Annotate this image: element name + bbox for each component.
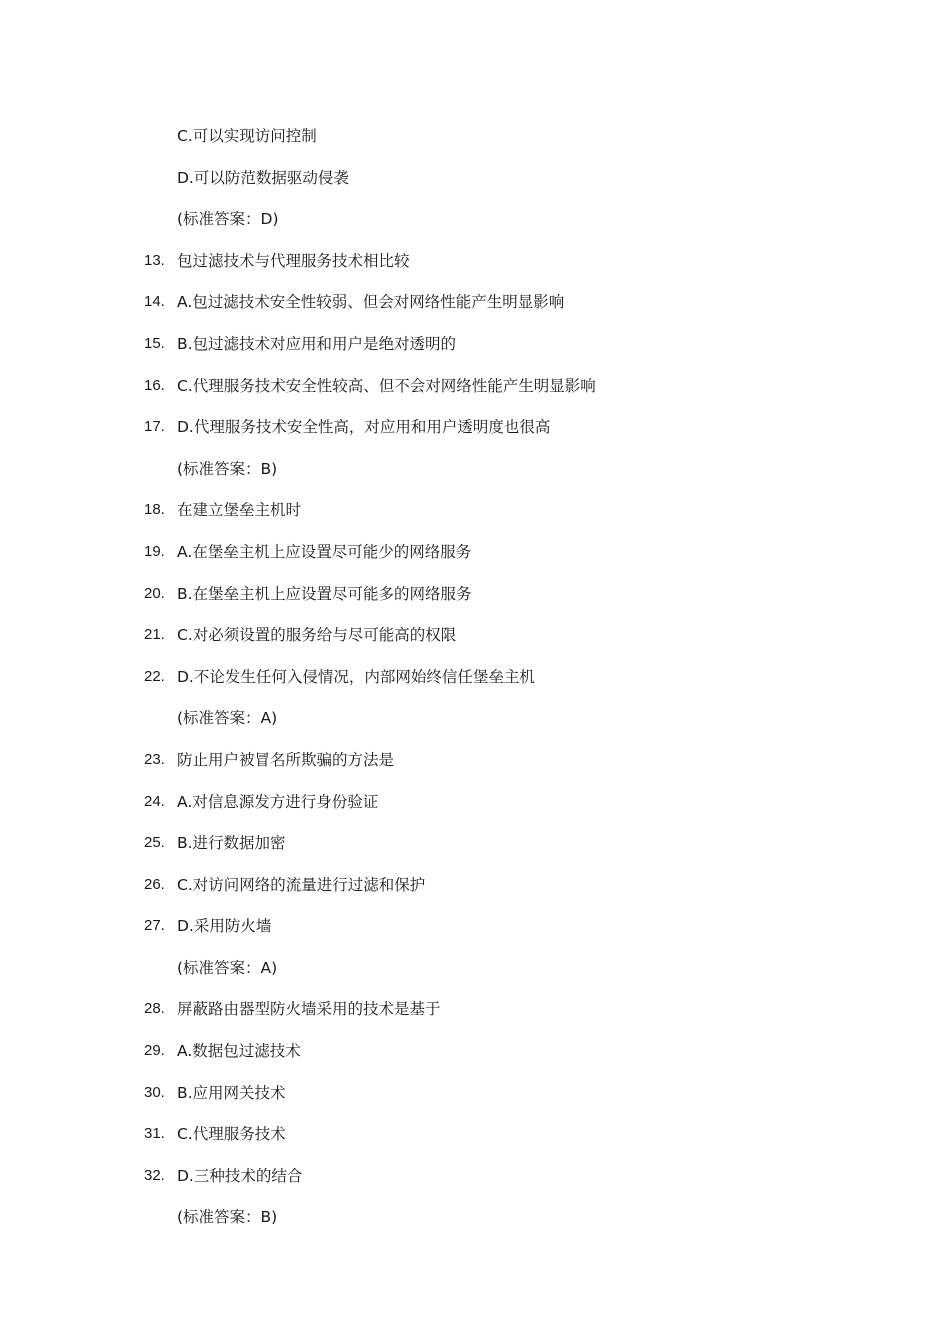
- line-text: B.进行数据加密: [177, 834, 286, 853]
- line-text: B.包过滤技术对应用和用户是绝对透明的: [177, 334, 457, 353]
- text-line: [0, 873, 950, 915]
- text-line: [0, 1081, 950, 1123]
- line-text: 防止用户被冒名所欺骗的方法是: [177, 750, 395, 769]
- text-line: [0, 623, 950, 665]
- line-text: A.对信息源发方进行身份验证: [177, 792, 379, 811]
- line-text: (标准答案：A): [177, 958, 278, 977]
- line-number: 28.: [144, 1000, 165, 1018]
- line-text: 包过滤技术与代理服务技术相比较: [177, 251, 410, 270]
- line-number: 14.: [144, 293, 165, 311]
- line-number: 23.: [144, 750, 165, 768]
- line-text: B.在堡垒主机上应设置尽可能多的网络服务: [177, 584, 472, 603]
- text-line: [0, 249, 950, 291]
- text-line: [0, 540, 950, 582]
- line-number: 27.: [144, 917, 165, 935]
- line-number: 13.: [144, 251, 165, 269]
- text-line: [0, 956, 950, 998]
- line-text: 屏蔽路由器型防火墙采用的技术是基于: [177, 1000, 441, 1019]
- line-number: 17.: [144, 418, 165, 436]
- line-number: 18.: [144, 501, 165, 519]
- line-text: C.代理服务技术: [177, 1125, 286, 1144]
- line-text: D.可以防范数据驱动侵袭: [177, 168, 349, 187]
- text-line: [0, 332, 950, 374]
- line-text: D.采用防火墙: [177, 917, 272, 936]
- line-text: D.代理服务技术安全性高，对应用和用户透明度也很高: [177, 418, 551, 437]
- line-text: A.在堡垒主机上应设置尽可能少的网络服务: [177, 542, 472, 561]
- line-number: 16.: [144, 376, 165, 394]
- text-line: [0, 1039, 950, 1081]
- question-list: [0, 124, 950, 1247]
- line-number: 21.: [144, 626, 165, 644]
- text-line: [0, 1164, 950, 1206]
- text-line: [0, 457, 950, 499]
- line-number: 31.: [144, 1125, 165, 1143]
- text-line: [0, 997, 950, 1039]
- line-number: 24.: [144, 792, 165, 810]
- line-text: C.对必须设置的服务给与尽可能高的权限: [177, 626, 457, 645]
- line-text: C.可以实现访问控制: [177, 127, 317, 145]
- text-line: [0, 166, 950, 208]
- line-text: 在建立堡垒主机时: [177, 501, 302, 520]
- text-line: [0, 1205, 950, 1247]
- text-line: [0, 415, 950, 457]
- text-line: [0, 290, 950, 332]
- line-number: 32.: [144, 1166, 165, 1184]
- text-line: [0, 914, 950, 956]
- line-text: (标准答案：A): [177, 709, 278, 728]
- text-line: [0, 790, 950, 832]
- line-text: A.包过滤技术安全性较弱、但会对网络性能产生明显影响: [177, 293, 565, 312]
- line-text: (标准答案：B): [177, 1208, 278, 1227]
- text-line: [0, 831, 950, 873]
- line-number: 25.: [144, 834, 165, 852]
- line-text: (标准答案：B): [177, 459, 278, 478]
- line-number: 15.: [144, 334, 165, 352]
- line-text: C.代理服务技术安全性较高、但不会对网络性能产生明显影响: [177, 376, 596, 395]
- text-line: [0, 748, 950, 790]
- line-number: 20.: [144, 584, 165, 602]
- line-number: 29.: [144, 1042, 165, 1060]
- text-line: [0, 498, 950, 540]
- line-text: C.对访问网络的流量进行过滤和保护: [177, 875, 426, 894]
- line-number: 30.: [144, 1083, 165, 1101]
- text-line: [0, 582, 950, 624]
- text-line: [0, 665, 950, 707]
- text-line: [0, 706, 950, 748]
- line-text: A.数据包过滤技术: [177, 1042, 301, 1061]
- line-text: D.不论发生任何入侵情况，内部网始终信任堡垒主机: [177, 667, 535, 686]
- line-text: D.三种技术的结合: [177, 1166, 303, 1185]
- text-line: [0, 124, 950, 166]
- text-line: [0, 374, 950, 416]
- text-line: [0, 207, 950, 249]
- line-number: 22.: [144, 667, 165, 685]
- line-text: (标准答案：D): [177, 210, 279, 229]
- line-number: 26.: [144, 875, 165, 893]
- text-line: [0, 1122, 950, 1164]
- line-number: 19.: [144, 542, 165, 560]
- line-text: B.应用网关技术: [177, 1083, 286, 1102]
